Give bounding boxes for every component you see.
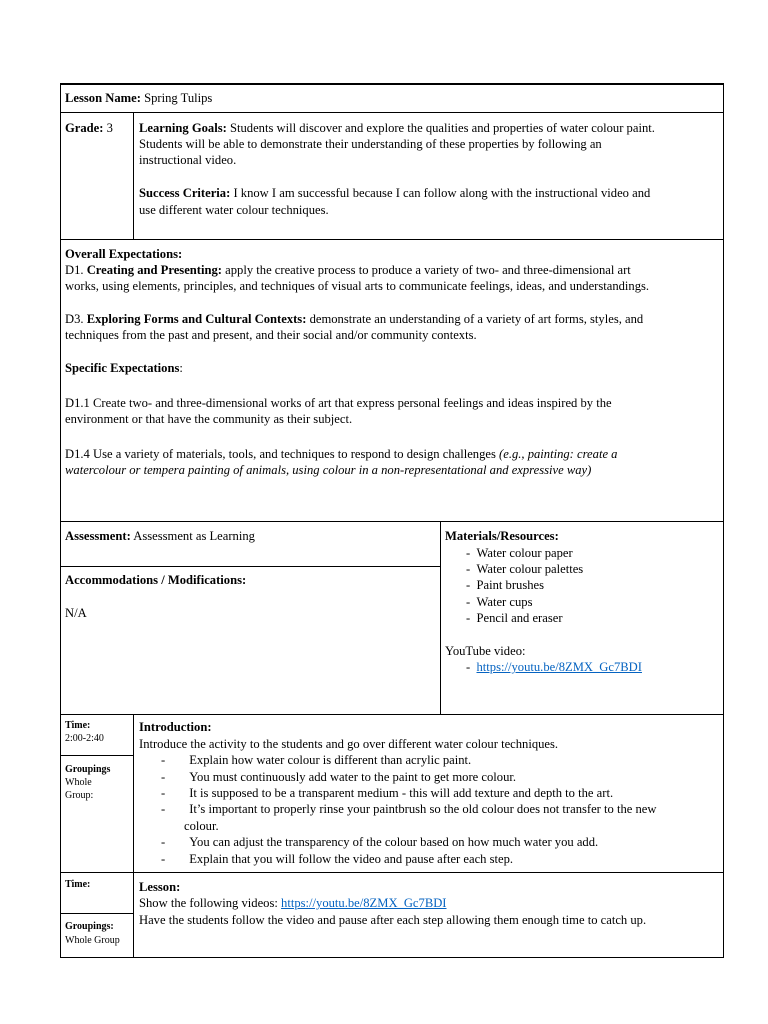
row-divider [60,872,724,873]
lesson-groupings-label: Groupings: [65,921,114,932]
intro-time [65,720,90,732]
intro-time-label: Time: [65,720,91,731]
lesson-title [139,879,180,895]
youtube-link[interactable]: https://youtu.be/8ZMX_Gc7BDI [476,660,642,674]
intro-bullet-text: You must continuously add water to the paint to get more colour. [189,770,517,784]
lesson-video-link[interactable]: https://youtu.be/8ZMX_Gc7BDI [281,896,447,910]
materials-heading [445,528,559,544]
col-divider [133,112,134,239]
learning-goals-text: Students will discover and explore the qualities and properties of water colour paint. [229,121,655,135]
d3-prefix: D3. [65,312,84,326]
lesson-follow-text: Have the students follow the video and pause after each step allowing them enough time to catch up. [139,913,647,927]
intro-groupings-label: Groupings [65,764,111,775]
intro-bullet-text: Explain that you will follow the video and pause after each step. [189,852,514,866]
intro-bullet-text: Explain how water colour is different than acrylic paint. [189,753,472,767]
grade-value: 3 [106,121,113,135]
intro-bullet: - You can adjust the transparency of the colour based on how much water you add. [161,835,599,849]
overall-expectations-label: Overall Expectations: [65,247,183,261]
learning-goals-label: Learning Goals: [139,121,227,135]
intro-bullet-continuation: colour. [184,819,219,833]
accommodations-value: N/A [65,606,87,620]
learning-goals-line [139,120,655,136]
assessment-value: Assessment as Learning [133,529,255,543]
intro-groupings [65,764,110,776]
row-divider [60,755,134,756]
assessment-label: Assessment: [65,529,131,543]
d1-text: apply the creative process to produce a variety of two- and three-dimensional art [225,263,631,277]
materials-item-text: Pencil and eraser [476,611,563,625]
intro-bullet-text: It is supposed to be a transparent medium - this will add texture and depth to the art. [189,786,614,800]
overall-expectations-heading [65,246,182,262]
success-criteria-line: use different water colour techniques. [139,203,329,217]
lesson-videos-text: Show the following videos: [139,896,278,910]
row-divider [60,239,724,240]
materials-item-text: Water colour paper [476,546,573,560]
success-criteria-label: Success Criteria: [139,186,231,200]
lesson-time [65,879,90,891]
row-divider [60,913,134,914]
assessment [65,528,255,544]
d1-label: Creating and Presenting: [86,263,222,277]
intro-bullet-text: You can adjust the transparency of the colour based on how much water you add. [189,835,599,849]
intro-bullet-text: It’s important to properly rinse your paintbrush so the old colour does not transfer to the new [189,802,657,816]
intro-text: Introduce the activity to the students and go over different water colour techniques. [139,737,559,751]
d1-line: works, using elements, principles, and techniques of visual arts to communicate feelings, ideas, and understandings. [65,279,650,293]
lesson-time-label: Time: [65,879,91,890]
lesson-name [65,90,212,106]
learning-goals-line: Students will be able to demonstrate their understanding of these properties by following an [139,137,602,151]
materials-label: Materials/Resources: [445,529,559,543]
d1-prefix: D1. [65,263,84,277]
success-criteria-text: I know I am successful because I can follow along with the instructional video and [233,186,651,200]
d3-label: Exploring Forms and Cultural Contexts: [86,312,307,326]
table-top-rule [60,84,724,85]
materials-item: - Water colour palettes [466,562,584,576]
materials-item-text: Paint brushes [476,578,545,592]
intro-title [139,719,212,735]
row-divider [60,521,724,522]
d11-line: environment or that have the community as their subject. [65,412,353,426]
intro-groupings-value: Whole [65,777,92,788]
lesson-videos-line [139,895,447,911]
d1-line [65,262,631,278]
specific-expectations-colon: : [179,361,183,375]
materials-item-text: Water colour palettes [476,562,584,576]
intro-time-value: 2:00-2:40 [65,733,104,744]
d14-text: D1.4 Use a variety of materials, tools, and techniques to respond to design challenges [65,447,496,461]
d14-line [65,446,617,462]
row-divider [60,566,440,567]
lesson-groupings-value: Whole Group [65,935,120,946]
intro-bullet: - It is supposed to be a transparent medium - this will add texture and depth to the art. [161,786,614,800]
materials-item-text: Water cups [476,595,533,609]
intro-title-label: Introduction: [139,720,212,734]
d3-line: techniques from the past and present, and their social and/or community contexts. [65,328,477,342]
accommodations-label: Accommodations / Modifications: [65,573,247,587]
d14-example: (e.g., painting: create a [499,447,618,461]
materials-item: - Pencil and eraser [466,611,563,625]
lesson-name-label: Lesson Name: [65,91,141,105]
intro-groupings-value: Group: [65,790,94,801]
accommodations-heading [65,572,246,588]
intro-bullet: - Explain that you will follow the video and pause after each step. [161,852,514,866]
learning-goals-line: instructional video. [139,153,237,167]
youtube-item: - https://youtu.be/8ZMX_Gc7BDI [466,660,642,674]
youtube-label: YouTube video: [445,644,526,658]
d11-line: D1.1 Create two- and three-dimensional works of art that express personal feelings and ideas inspired by the [65,396,612,410]
intro-bullet: - You must continuously add water to the paint to get more colour. [161,770,517,784]
specific-expectations-heading [65,360,183,376]
d3-text: demonstrate an understanding of a variety of art forms, styles, and [309,312,644,326]
intro-bullet: - It’s important to properly rinse your paintbrush so the old colour does not transfer to the new [161,802,657,816]
lesson-groupings [65,921,114,933]
intro-bullet: - Explain how water colour is different than acrylic paint. [161,753,472,767]
grade [65,120,113,136]
materials-item: - Water colour paper [466,546,573,560]
row-divider [60,112,724,113]
row-divider [60,714,724,715]
materials-item: - Paint brushes [466,578,545,592]
col-divider [440,521,441,714]
d3-line [65,311,643,327]
lesson-title-label: Lesson: [139,880,181,894]
success-criteria-line [139,185,650,201]
col-divider [133,714,134,958]
d14-example-line: watercolour or tempera painting of animals, using colour in a non-representational and expressive way) [65,463,592,477]
lesson-name-value: Spring Tulips [144,91,213,105]
grade-label: Grade: [65,121,104,135]
materials-item: - Water cups [466,595,533,609]
specific-expectations-label: Specific Expectations [65,361,180,375]
